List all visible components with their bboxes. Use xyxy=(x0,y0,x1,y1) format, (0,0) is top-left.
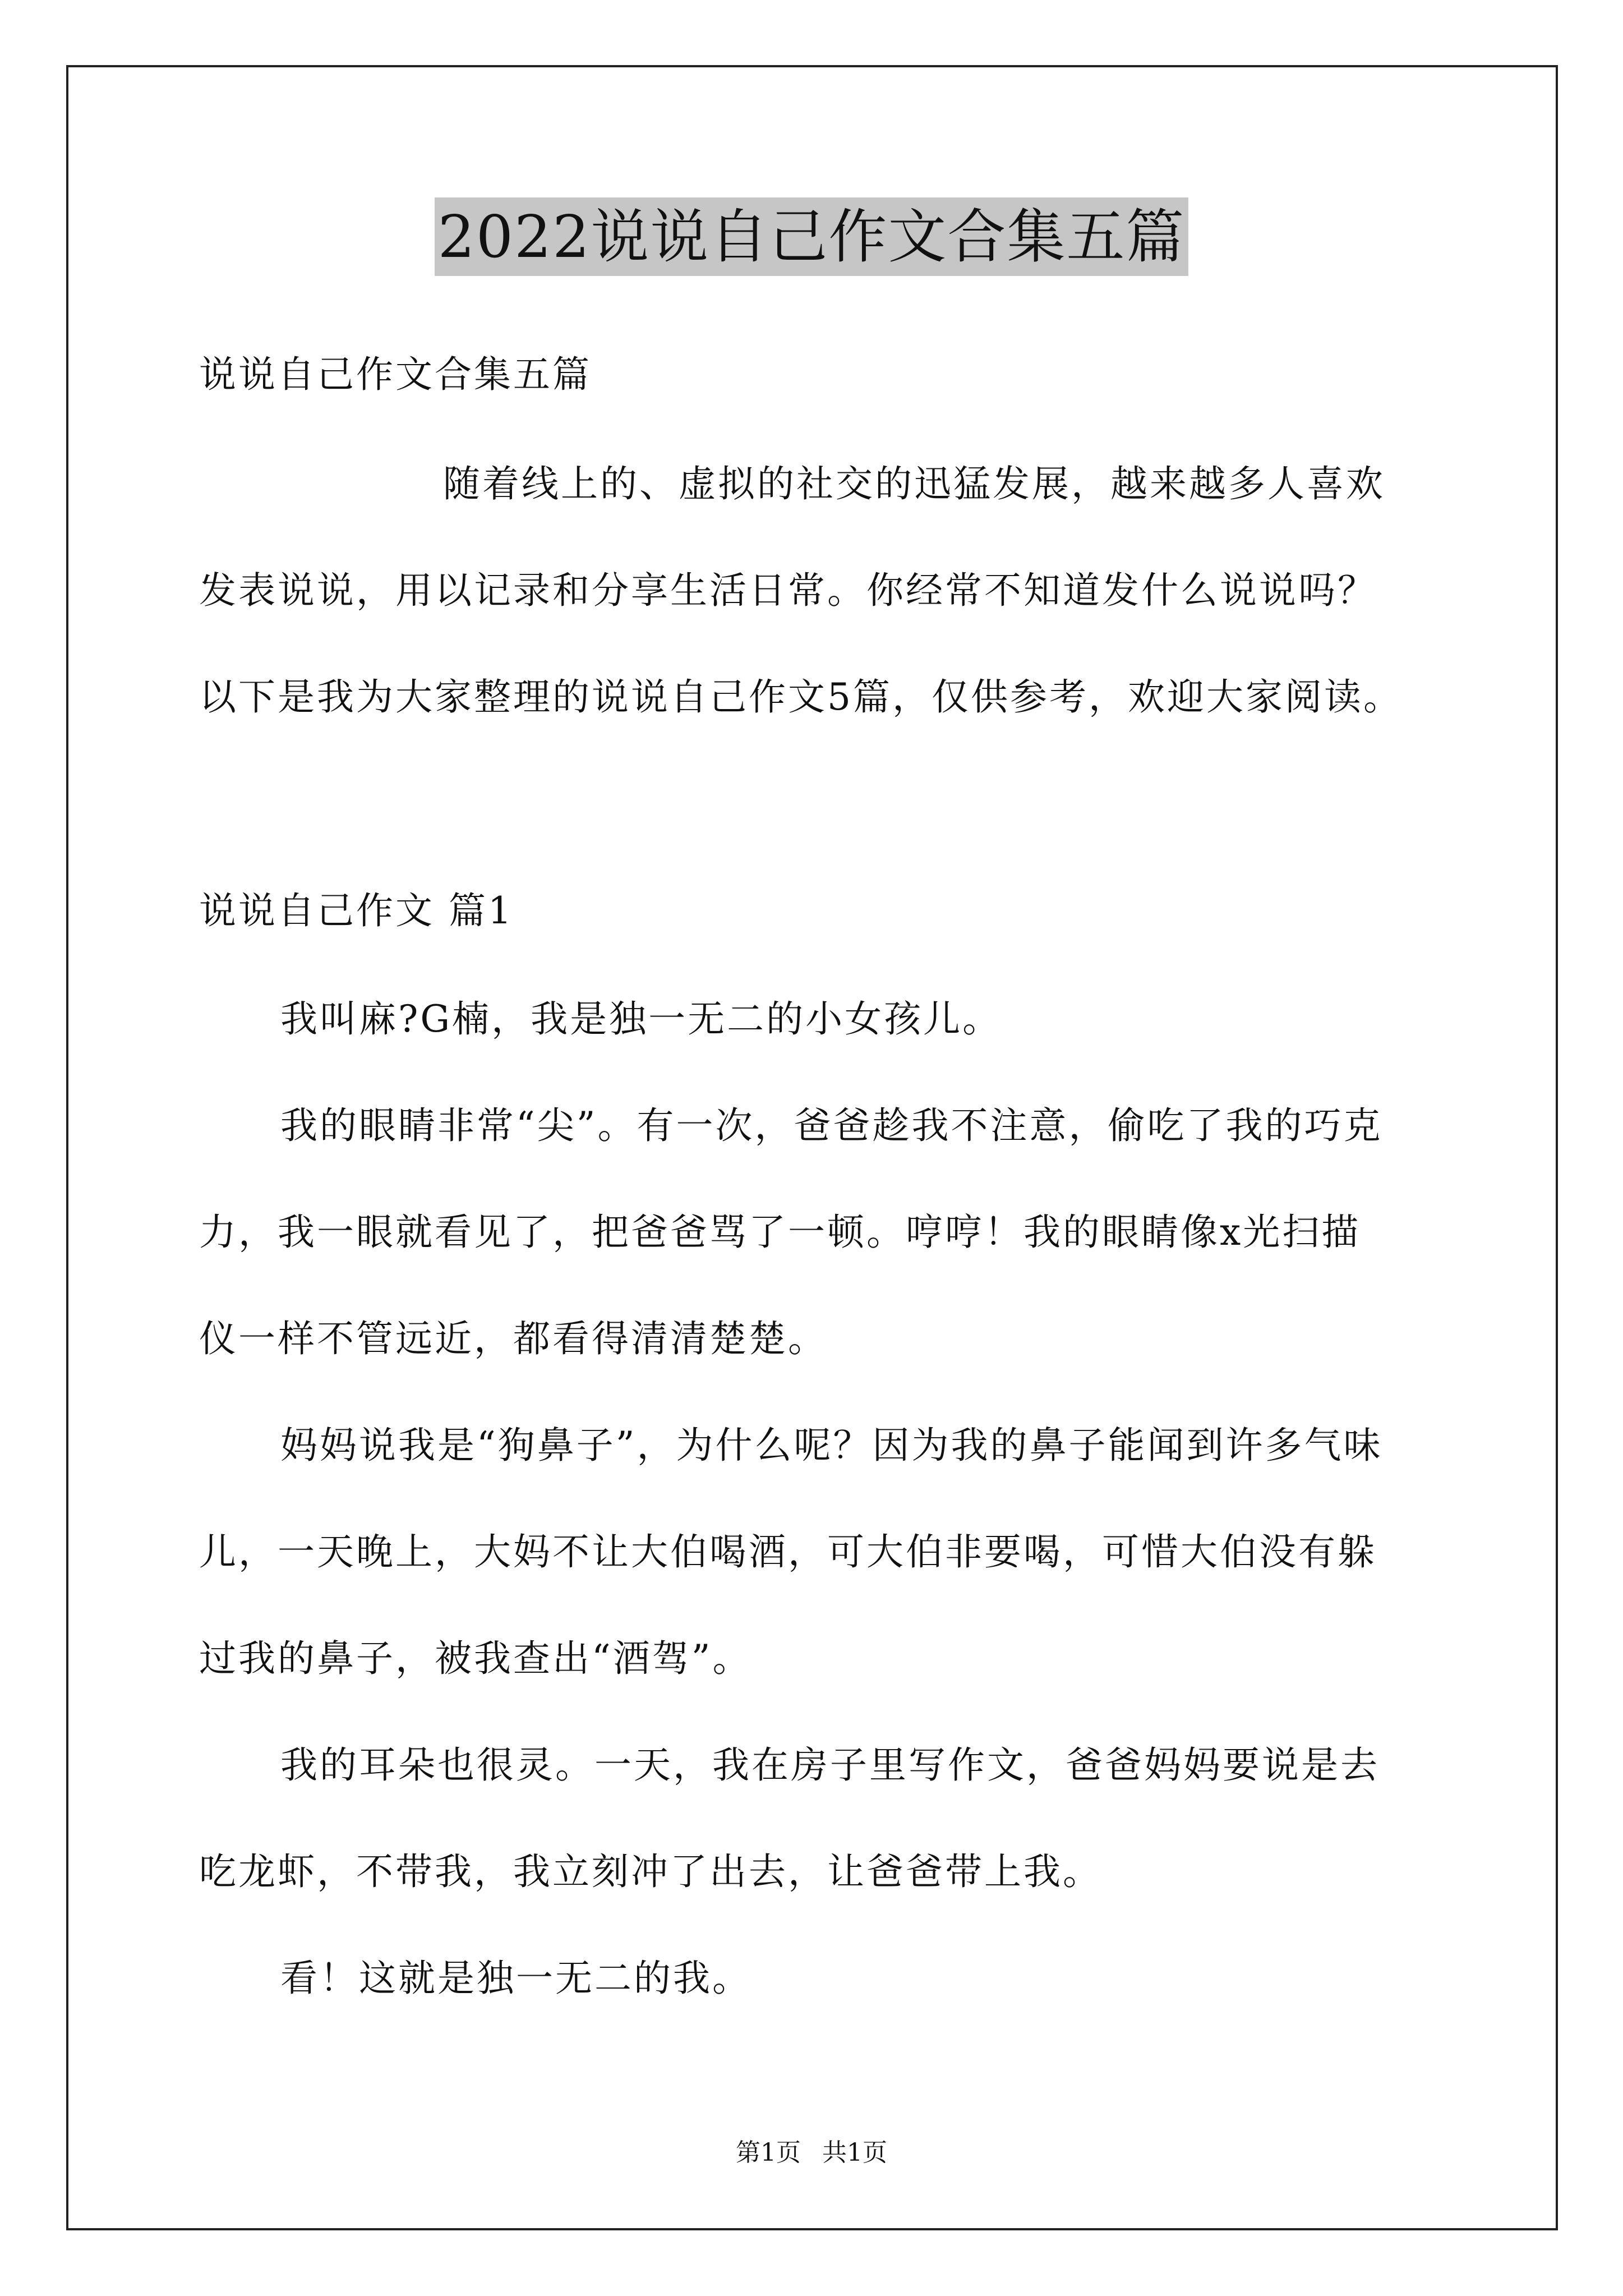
page-footer xyxy=(0,2137,1623,2169)
paragraph-line: 看！这就是独一无二的我。 xyxy=(280,1957,751,2000)
paragraph-line: 我的眼睛非常“尖”。有一次，爸爸趁我不注意，偷吃了我的巧克 xyxy=(280,1104,1383,1147)
paragraph-line: 儿，一天晚上，大妈不让大伯喝酒，可大伯非要喝，可惜大伯没有躲 xyxy=(199,1530,1377,1573)
intro-line-1: 随着线上的、虚拟的社交的迅猛发展，越来越多人喜欢 xyxy=(443,462,1385,505)
paragraph-line: 我叫麻?G楠，我是独一无二的小女孩儿。 xyxy=(280,997,1002,1041)
paragraph-line: 力，我一眼就看见了，把爸爸骂了一顿。哼哼！我的眼睛像x光扫描 xyxy=(199,1211,1361,1254)
paragraph-line: 妈妈说我是“狗鼻子”，为什么呢？因为我的鼻子能闻到许多气味 xyxy=(280,1424,1383,1467)
title-container xyxy=(0,197,1623,276)
intro-line-3: 以下是我为大家整理的说说自己作文5篇，仅供参考，欢迎大家阅读。 xyxy=(199,675,1403,719)
paragraph-line: 我的耳朵也很灵。一天，我在房子里写作文，爸爸妈妈要说是去 xyxy=(280,1743,1380,1787)
document-subtitle: 说说自己作文合集五篇 xyxy=(199,353,592,396)
paragraph-line: 过我的鼻子，被我查出“酒驾”。 xyxy=(199,1637,752,1680)
page-total: 共1页 xyxy=(822,2138,887,2167)
section-heading: 说说自己作文 篇1 xyxy=(199,889,514,932)
paragraph-line: 仪一样不管远近，都看得清清楚楚。 xyxy=(199,1317,827,1360)
document-title: 2022说说自己作文合集五篇 xyxy=(435,197,1189,276)
intro-line-2: 发表说说，用以记录和分享生活日常。你经常不知道发什么说说吗？ xyxy=(199,569,1377,612)
page-number: 第1页 xyxy=(736,2138,801,2167)
paragraph-line: 吃龙虾，不带我，我立刻冲了出去，让爸爸带上我。 xyxy=(199,1850,1102,1893)
